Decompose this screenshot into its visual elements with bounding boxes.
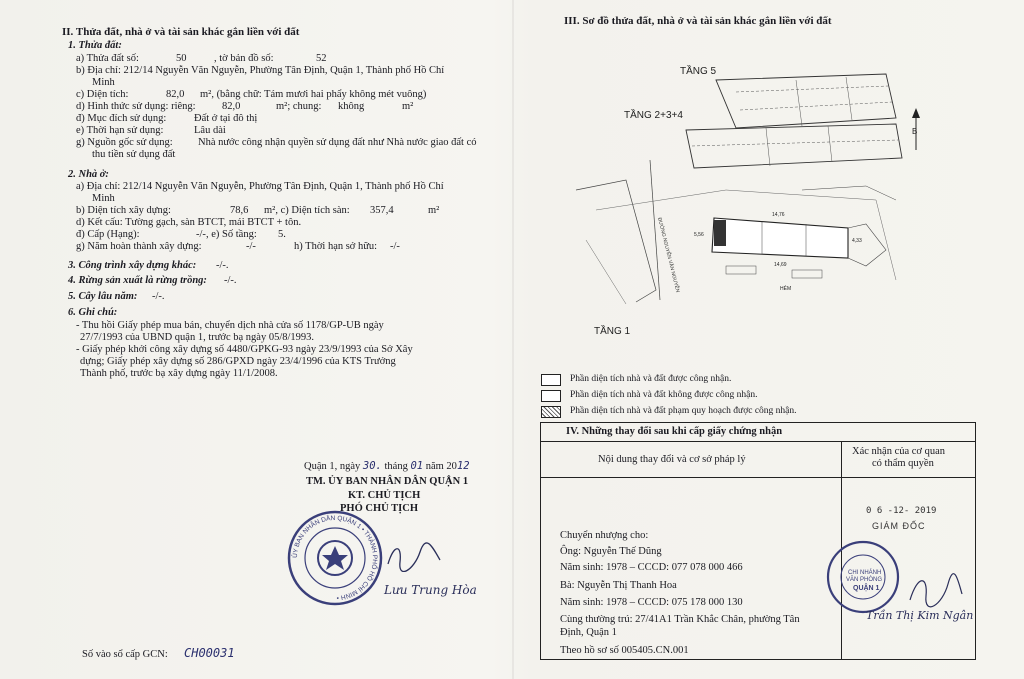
use-form-unit: m²	[402, 101, 414, 112]
issue-date-prefix: Quận 1, ngày	[304, 461, 361, 472]
notes-heading: 6. Ghi chú:	[68, 307, 118, 318]
floor1-label: TẦNG 1	[594, 326, 631, 337]
other-works-value: -/-.	[216, 260, 229, 271]
map-sheet-value: 52	[316, 53, 327, 64]
note-line: Thành phố, trước bạ xây dựng ngày 11/1/2008.	[80, 368, 278, 379]
land-area-words: m², (bằng chữ: Tám mươi hai phẩy không mét vuông)	[200, 89, 427, 100]
confirm-signature	[906, 570, 966, 610]
land-address-line1: b) Địa chỉ: 212/14 Nguyễn Văn Nguyễn, Phường Tân Định, Quận 1, Thành phố Hồ Chí	[76, 65, 445, 76]
svg-text:QUẬN 1: QUẬN 1	[853, 585, 880, 592]
note-line: - Thu hồi Giấy phép mua bán, chuyển dịch nhà cửa số 1178/GP-UB ngày	[76, 320, 384, 331]
ownership-term-value: -/-	[390, 241, 400, 252]
issue-date-year: 12	[456, 460, 470, 472]
section-ii-title: II. Thửa đất, nhà ở và tài sản khác gắn liền với đất	[62, 26, 300, 38]
book-number-value: CH00031	[184, 646, 235, 660]
use-form-common-label: m²; chung:	[276, 101, 322, 112]
parcel-dimension: 14,76	[772, 212, 785, 218]
legend-recognized: Phần diện tích nhà và đất được công nhận.	[570, 374, 732, 384]
transfer-line: Bà: Nguyễn Thị Thanh Hoa	[560, 580, 677, 591]
use-form-common-value: không	[338, 101, 365, 112]
use-form-label: d) Hình thức sử dụng: riêng:	[76, 101, 196, 112]
ownership-term-label: h) Thời hạn sở hữu:	[294, 241, 378, 252]
land-address-line2: Minh	[92, 77, 115, 88]
grade-value: -/-	[196, 229, 206, 240]
forest-value: -/-.	[224, 275, 237, 286]
map-sheet-label: , tờ bản đồ số:	[214, 53, 274, 64]
parcel-diagram	[566, 40, 946, 340]
issuer-line1: TM. ỦY BAN NHÂN DÂN QUẬN 1	[306, 476, 469, 487]
floor-area-label: m², c) Diện tích sàn:	[264, 205, 350, 216]
svg-text:CHI NHÁNH: CHI NHÁNH	[848, 570, 882, 576]
signer-name: Lưu Trung Hòa	[384, 583, 477, 597]
origin-label: g) Nguồn gốc sử dụng:	[76, 137, 173, 148]
floors-value: 5.	[278, 229, 286, 240]
land-area-value: 82,0	[166, 89, 185, 100]
district-seal	[282, 508, 388, 608]
transfer-line: Cùng thường trú: 27/41A1 Trần Khắc Chân, phường Tân	[560, 614, 800, 625]
parcel-dimension: 5,56	[694, 232, 704, 238]
note-line: - Giấy phép khởi công xây dựng số 4480/GPKG-93 ngày 23/9/1993 của Sở Xây	[76, 344, 413, 355]
house-address-line1: a) Địa chỉ: 212/14 Nguyễn Văn Nguyễn, Phường Tân Định, Quận 1, Thành phố Hồ Chí	[76, 181, 444, 192]
transfer-line: Chuyển nhượng cho:	[560, 530, 649, 541]
book-number-label: Số vào sổ cấp GCN:	[82, 649, 168, 660]
use-purpose-value: Đất ở tại đô thị	[194, 113, 258, 124]
transfer-line: Năm sinh: 1978 – CCCD: 075 178 000 130	[560, 597, 743, 608]
land-heading: 1. Thửa đất:	[68, 40, 122, 51]
changes-col-confirm-line1: Xác nhận của cơ quan	[852, 446, 946, 457]
parcel-dimension: 14,69	[774, 262, 787, 268]
confirm-signer: Trần Thị Kim Ngân	[866, 609, 974, 622]
section-iii-title: III. Sơ đồ thửa đất, nhà ở và tài sản khác gắn liền với đất	[564, 15, 832, 27]
transfer-line: Năm sinh: 1978 – CCCD: 077 078 000 466	[560, 562, 743, 573]
alley-label: HẺM	[780, 286, 792, 292]
floor-area-value: 357,4	[370, 205, 394, 216]
legend-planning: Phần diện tích nhà và đất phạm quy hoạch được công nhận.	[570, 406, 797, 416]
confirm-date: 0 6 -12- 2019	[866, 506, 937, 516]
use-term-value: Lâu dài	[194, 125, 226, 136]
issuer-line2: KT. CHỦ TỊCH	[348, 490, 421, 501]
page-fold	[512, 0, 514, 679]
legend-swatch-planning	[541, 406, 561, 418]
land-area-label: c) Diện tích:	[76, 89, 129, 100]
transfer-line: Theo hồ sơ số 005405.CN.001	[560, 645, 689, 656]
build-year-value: -/-	[246, 241, 256, 252]
svg-text:ỦY BAN NHÂN DÂN QUẬN 1 • THÀNH: ỦY BAN NHÂN DÂN QUẬN 1 • THÀNH PHỐ HỒ CHÍ MINH •	[291, 514, 379, 601]
built-area-value: 78,6	[230, 205, 249, 216]
use-purpose-label: đ) Mục đích sử dụng:	[76, 113, 167, 124]
issue-date-year-label: năm 20	[425, 461, 457, 472]
changes-title: IV. Những thay đổi sau khi cấp giấy chứng nhận	[566, 426, 783, 437]
changes-col-confirm-line2: có thẩm quyền	[872, 458, 934, 469]
registry-seal	[824, 538, 902, 616]
issue-date-month-label: tháng	[384, 461, 408, 472]
issue-date-month: 01	[410, 460, 424, 472]
perennial-value: -/-.	[152, 291, 165, 302]
house-heading: 2. Nhà ở:	[68, 169, 109, 180]
floor234-label: TẦNG 2+3+4	[624, 110, 683, 121]
note-line: 27/7/1993 của UBND quận 1, trước bạ ngày 05/8/1993.	[80, 332, 315, 343]
issue-date-day: 30.	[362, 460, 382, 472]
floor5-label: TẦNG 5	[680, 66, 717, 77]
issue-date	[304, 460, 470, 472]
perennial-label: 5. Cây lâu năm:	[68, 291, 138, 302]
north-label: B	[912, 127, 918, 136]
floors-label: , e) Số tầng:	[206, 229, 257, 240]
forest-label: 4. Rừng sản xuất là rừng trồng:	[68, 275, 207, 286]
legend-swatch-recognized	[541, 374, 561, 386]
build-year-label: g) Năm hoàn thành xây dựng:	[76, 241, 202, 252]
origin-value-line1: Nhà nước công nhận quyền sử dụng đất như Nhà nước giao đất có	[198, 137, 477, 148]
use-form-private-value: 82,0	[222, 101, 241, 112]
legend-not-recognized: Phần diện tích nhà và đất không được công nhận.	[570, 390, 758, 400]
road-label: ĐƯỜNG NGUYỄN VĂN NGUYỄN	[656, 217, 681, 294]
note-line: dựng; Giấy phép xây dựng số 286/GPXD ngày 23/4/1996 của KTS Trưởng	[80, 356, 396, 367]
legend-swatch-not-recognized	[541, 390, 561, 402]
signer-signature	[384, 540, 444, 572]
grade-label: đ) Cấp (Hạng):	[76, 229, 140, 240]
other-works-label: 3. Công trình xây dựng khác:	[68, 260, 197, 271]
built-area-label: b) Diện tích xây dựng:	[76, 205, 171, 216]
origin-value-line2: thu tiền sử dụng đất	[92, 149, 176, 160]
parcel-dimension: 4,33	[852, 238, 862, 244]
parcel-no-value: 50	[176, 53, 187, 64]
floor-area-unit: m²	[428, 205, 440, 216]
svg-text:VĂN PHÒNG: VĂN PHÒNG	[846, 577, 883, 583]
issuer-line3: PHÓ CHỦ TỊCH	[340, 503, 418, 514]
house-address-line2: Minh	[92, 193, 115, 204]
transfer-line: Định, Quận 1	[560, 627, 617, 638]
confirm-title: GIÁM ĐỐC	[872, 521, 926, 531]
transfer-line: Ông: Nguyễn Thế Dũng	[560, 546, 662, 557]
changes-col-content: Nội dung thay đổi và cơ sở pháp lý	[598, 454, 746, 465]
use-term-label: e) Thời hạn sử dụng:	[76, 125, 164, 136]
parcel-no-label: a) Thửa đất số:	[76, 53, 139, 64]
structure-line: d) Kết cấu: Tường gạch, sàn BTCT, mái BTCT + tôn.	[76, 217, 302, 228]
